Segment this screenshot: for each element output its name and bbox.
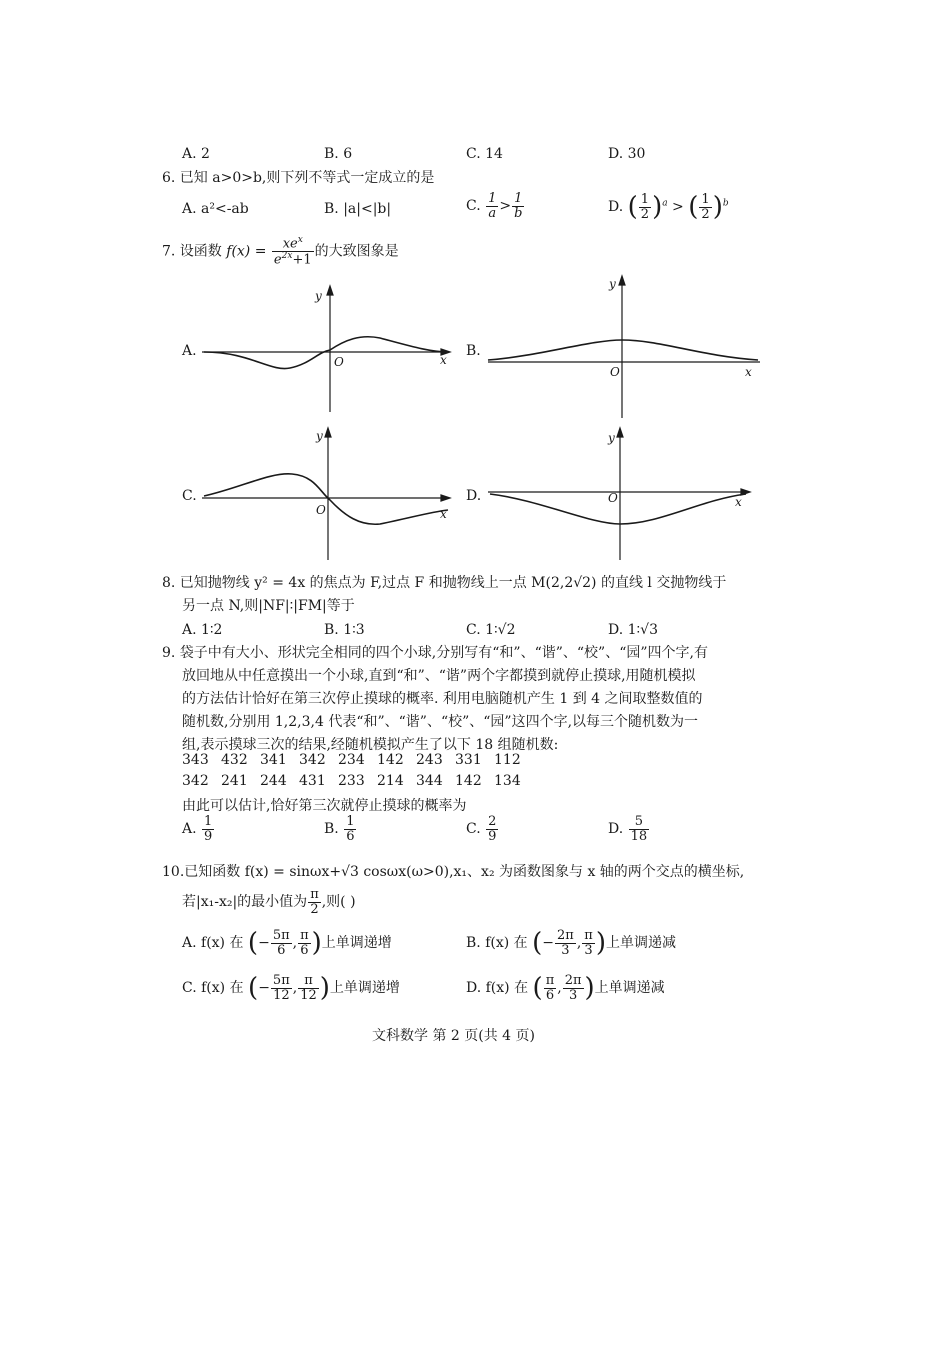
q10-option-b: B. f(x) 在 (− $\frac{2\pi}{3}$ , $\frac{\pi}{3}$ )上单调递减 (466, 927, 676, 958)
q9-line-2: 放回地从中任意摸出一个小球,直到“和”、“谐”两个字都摸到就停止摸球,用随机模拟 (182, 668, 696, 684)
random-number: 331 (455, 752, 482, 768)
q9-option-b: B. $\frac{1}{6}$ (324, 814, 355, 844)
graph-a (202, 286, 450, 412)
q9-option-a: A. $\frac{1}{9}$ (182, 814, 213, 844)
svg-text:y: y (608, 431, 615, 445)
graph-b-label: B. (466, 343, 481, 359)
random-number: 241 (221, 773, 248, 789)
q10-option-a: A. f(x) 在 (− $\frac{5\pi}{6}$ , $\frac{\pi}{6}$ )上单调递增 (182, 927, 392, 958)
svg-text:O: O (334, 355, 344, 369)
random-number: 112 (494, 752, 521, 768)
svg-text:x: x (440, 353, 447, 367)
q5-option-c: C. 14 (466, 146, 503, 162)
q6-option-b: B. |a|<|b| (324, 201, 392, 217)
q7-graphs (0, 0, 950, 580)
svg-text:y: y (316, 429, 323, 443)
graph-d-label: D. (466, 488, 482, 504)
svg-text:O: O (610, 365, 620, 379)
q9-option-d: D. $\frac{5}{18}$ (608, 814, 648, 844)
q8-option-d: D. 1∶√3 (608, 622, 659, 638)
graph-d (488, 428, 750, 560)
graph-b (488, 276, 760, 418)
q10-option-d: D. f(x) 在 ( $\frac{\pi}{6}$ , $\frac{2\pi}{3}$ )上单调递减 (466, 972, 665, 1003)
q10-line2: 若|x₁-x₂|的最小值为 $\frac{\pi}{2}$ ,则( ) (182, 887, 356, 917)
random-number: 233 (338, 773, 365, 789)
graph-a-label: A. (182, 343, 197, 359)
q8-option-c: C. 1∶√2 (466, 622, 516, 638)
random-number: 134 (494, 773, 521, 789)
q9-line-4: 随机数,分别用 1,2,3,4 代表“和”、“谐”、“校”、“园”这四个字,以每三个随机数为一 (182, 714, 699, 730)
svg-text:x: x (745, 365, 752, 379)
q5-option-d: D. 30 (608, 146, 646, 162)
random-number: 244 (260, 773, 287, 789)
svg-text:y: y (609, 277, 616, 291)
random-number: 344 (416, 773, 443, 789)
q8-line1: 8. 已知抛物线 y² = 4x 的焦点为 F,过点 F 和抛物线上一点 M(2,2√2) 的直线 l 交抛物线于 (162, 575, 727, 591)
q6-option-d: D. ( $\frac{1}{2}$ )$^a$ > ( $\frac{1}{2}$ )$^b$ (608, 191, 729, 222)
svg-text:x: x (440, 507, 447, 521)
q8-option-b: B. 1∶3 (324, 622, 365, 638)
q9-line-1: 9. 袋子中有大小、形状完全相同的四个小球,分别写有“和”、“谐”、“校”、“园”四个字,有 (162, 645, 708, 661)
q9-row-1 (182, 752, 533, 768)
q8-option-a: A. 1∶2 (182, 622, 223, 638)
random-number: 343 (182, 752, 209, 768)
random-number: 243 (416, 752, 443, 768)
q9-line-3: 的方法估计恰好在第三次停止摸球的概率. 利用电脑随机产生 1 到 4 之间取整数值的 (182, 691, 703, 707)
q5-option-a: A. 2 (182, 146, 210, 162)
q10-option-c: C. f(x) 在 (− $\frac{5\pi}{12}$ , $\frac{\pi}{12}$ )上单调递增 (182, 972, 400, 1003)
random-number: 142 (377, 752, 404, 768)
random-number: 341 (260, 752, 287, 768)
q9-line-5: 组,表示摸球三次的结果,经随机模拟产生了以下 18 组随机数: (182, 737, 559, 753)
random-number: 214 (377, 773, 404, 789)
random-number: 142 (455, 773, 482, 789)
random-number: 431 (299, 773, 326, 789)
q6-stem: 6. 已知 a>0>b,则下列不等式一定成立的是 (162, 170, 435, 186)
svg-text:O: O (316, 503, 326, 517)
random-number: 342 (299, 752, 326, 768)
q9-row-2 (182, 773, 533, 789)
page-footer: 文科数学 第 2 页(共 4 页) (372, 1028, 535, 1044)
q10-line1: 10.已知函数 f(x) = sinωx+√3 cosωx(ω>0),x₁、x₂ 为函数图象与 x 轴的两个交点的横坐标, (162, 864, 745, 880)
svg-text:x: x (735, 495, 742, 509)
random-number: 342 (182, 773, 209, 789)
q6-option-a: A. a²<-ab (182, 201, 249, 217)
graph-c-label: C. (182, 488, 197, 504)
q8-line2: 另一点 N,则|NF|∶|FM|等于 (182, 598, 355, 614)
q9-option-c: C. $\frac{2}{9}$ (466, 814, 497, 844)
svg-text:y: y (315, 289, 322, 303)
q9-conclusion: 由此可以估计,恰好第三次就停止摸球的概率为 (182, 798, 467, 814)
q7-stem: 7. 设函数 f(x) = $\frac{xe^x}{e^{2x}+1}$ 的大致图象是 (162, 235, 399, 268)
random-number: 432 (221, 752, 248, 768)
q5-option-b: B. 6 (324, 146, 353, 162)
svg-text:O: O (608, 491, 618, 505)
graph-c (202, 428, 450, 560)
q6-option-c: C. $\frac{1}{a}$ > $\frac{1}{b}$ (466, 191, 523, 221)
random-number: 234 (338, 752, 365, 768)
